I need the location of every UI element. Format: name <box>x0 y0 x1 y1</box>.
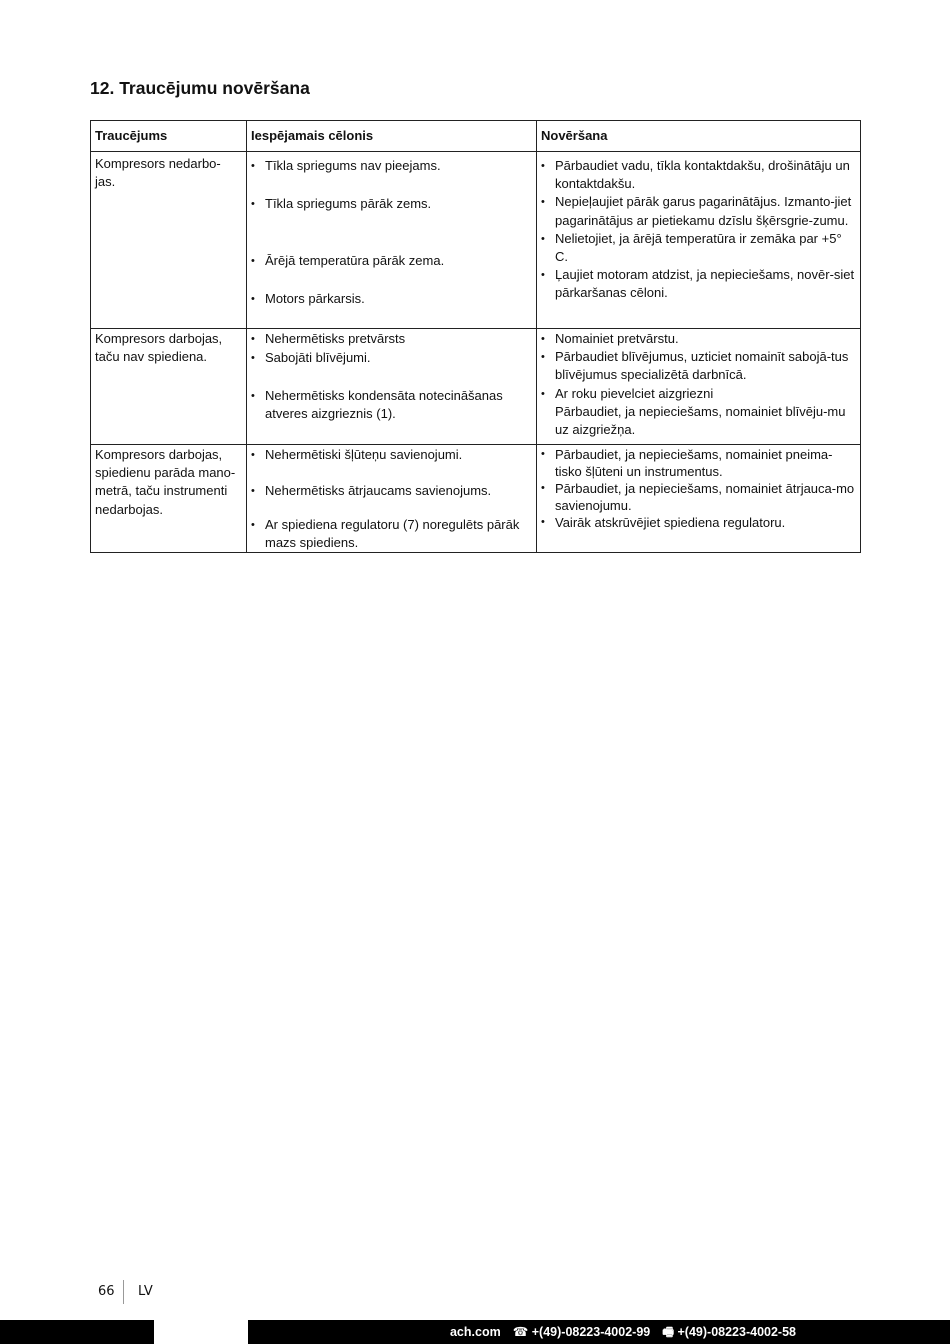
footer-divider <box>123 1280 124 1304</box>
cause-item: • Nehermētisks kondensāta notecināšanas atveres aizgrieznis (1). <box>251 387 532 423</box>
remedy-item: • Vairāk atskrūvējiet spiediena regulatoru. <box>541 514 856 531</box>
header-remedy: Novēršana <box>537 121 861 152</box>
cause-item: • Nehermētisks ātrjaucams savienojums. <box>251 482 532 516</box>
footer-website: ach.com <box>449 1325 501 1339</box>
remedy-item: • Nelietojiet, ja ārējā temperatūra ir zemāka par +5° C. <box>541 230 856 266</box>
page-number: 66 <box>98 1284 115 1299</box>
footer-bar-left <box>0 1320 154 1344</box>
cause-cell <box>247 329 537 445</box>
header-fault: Traucējums <box>91 121 247 152</box>
header-cause: Iespējamais cēlonis <box>247 121 537 152</box>
remedy-item: • Pārbaudiet, ja nepieciešams, nomainiet ātrjauca-mo savienojumu. <box>541 480 856 514</box>
cause-item: • Tīkla spriegums pārāk zems. <box>251 195 532 252</box>
table-row <box>91 152 861 329</box>
footer-phone: ☎ +(49)-08223-4002-99 <box>512 1325 651 1339</box>
fault-text: Kompresors nedarbo-jas. <box>95 156 221 190</box>
remedy-item: • Nomainiet pretvārstu. <box>541 330 856 348</box>
cause-item: • Ārējā temperatūra pārāk zema. <box>251 252 532 290</box>
table-row <box>91 329 861 445</box>
cause-cell <box>247 445 537 553</box>
cause-item: • Sabojāti blīvējumi. <box>251 349 532 387</box>
cause-item: • Ar spiediena regulatoru (7) noregulēts pārāk mazs spiediens. <box>251 516 532 552</box>
remedy-item-continued: Pārbaudiet, ja nepieciešams, nomainiet blīvēju-mu uz aizgriežņa. <box>555 403 846 438</box>
remedy-cell <box>537 329 861 445</box>
fault-cell <box>91 329 247 445</box>
remedy-item: • Nepieļaujiet pārāk garus pagarinātājus. Izmanto-jiet pagarinātājus ar pietiekamu dzīslu šķērsgrie-zumu. <box>541 193 856 229</box>
remedy-item: • Pārbaudiet, ja nepieciešams, nomainiet pneima-tisko šļūteni un instrumentus. <box>541 446 856 480</box>
page-title: 12. Traucējumu novēršana <box>90 78 310 98</box>
cause-item: • Tīkla spriegums nav pieejams. <box>251 157 532 195</box>
remedy-cell <box>537 445 861 553</box>
fault-text: Kompresors darbojas, taču nav spiediena. <box>95 331 223 365</box>
remedy-cell <box>537 152 861 329</box>
cause-item: • Nehermētiski šļūteņu savienojumi. <box>251 446 532 482</box>
remedy-item: • Ļaujiet motoram atdzist, ja nepieciešams, novēr-siet pārkaršanas cēloni. <box>541 266 856 302</box>
fault-text: Kompresors darbojas, spiedienu parāda mano-metrā, taču instrumenti nedarbojas. <box>95 447 236 517</box>
table-row <box>91 445 861 553</box>
cause-item: • Motors pārkarsis. <box>251 290 532 308</box>
troubleshooting-table <box>90 120 861 553</box>
remedy-item: • Pārbaudiet vadu, tīkla kontaktdakšu, drošinātāju un kontaktdakšu. <box>541 157 856 193</box>
remedy-item: • Pārbaudiet blīvējumus, uzticiet nomainīt sabojā-tus blīvējumus specializētā darbnīcā. <box>541 348 856 384</box>
language-code: LV <box>138 1284 153 1299</box>
table-header-row <box>91 121 861 152</box>
fault-cell <box>91 152 247 329</box>
remedy-item: • Ar roku pievelciet aizgriezni <box>541 385 856 403</box>
footer-fax: 🖷 +(49)-08223-4002-58 <box>662 1325 796 1339</box>
footer-bar <box>248 1320 950 1344</box>
cause-item: • Nehermētisks pretvārsts <box>251 330 532 349</box>
cause-cell <box>247 152 537 329</box>
fault-cell <box>91 445 247 553</box>
